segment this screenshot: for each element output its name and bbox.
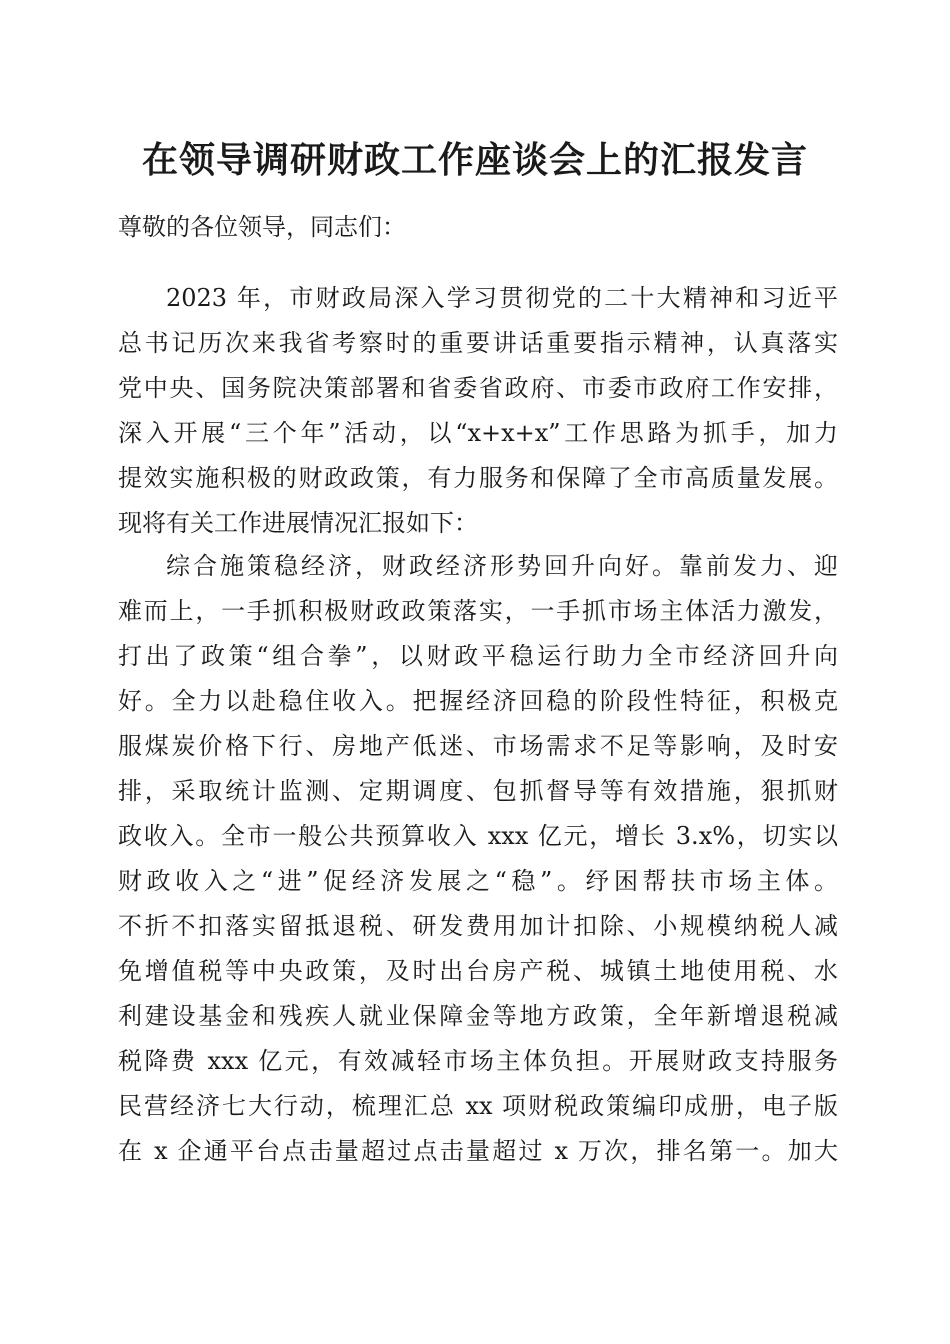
paragraph-line: 排，采取统计监测、定期调度、包抓督导等有效措施，狠抓财 (118, 777, 838, 805)
paragraph-line: 利建设基金和残疾人就业保障金等地方政策，全年新增退税减 (118, 1002, 838, 1030)
paragraph-line: 难而上，一手抓积极财政政策落实，一手抓市场主体活力激发， (118, 597, 838, 625)
salutation: 尊敬的各位领导，同志们： (118, 213, 406, 241)
document-title: 在领导调研财政工作座谈会上的汇报发言 (141, 139, 808, 181)
paragraph-line: 现将有关工作进展情况汇报如下： (118, 509, 478, 537)
paragraph-line: 总书记历次来我省考察时的重要讲话重要指示精神，认真落实 (118, 329, 838, 357)
paragraph-line: 打出了政策“组合拳”，以财政平稳运行助力全市经济回升向 (118, 642, 838, 670)
paragraph-line: 税降费 xxx 亿元，有效减轻市场主体负担。开展财政支持服务 (118, 1047, 838, 1075)
paragraph-line: 政收入。全市一般公共预算收入 xxx 亿元，增长 3.x%，切实以 (118, 822, 838, 850)
paragraph-line: 提效实施积极的财政政策，有力服务和保障了全市高质量发展。 (118, 464, 838, 492)
paragraph-line: 党中央、国务院决策部署和省委省政府、市委市政府工作安排， (118, 374, 838, 402)
paragraph-line: 2023 年，市财政局深入学习贯彻党的二十大精神和习近平 (166, 284, 838, 312)
paragraph-line: 民营经济七大行动，梳理汇总 xx 项财税政策编印成册，电子版 (118, 1092, 838, 1120)
paragraph-line: 在 x 企通平台点击量超过点击量超过 x 万次，排名第一。加大 (118, 1137, 838, 1165)
paragraph-line: 深入开展“三个年”活动，以“x+x+x”工作思路为抓手，加力 (118, 419, 838, 447)
paragraph-line: 服煤炭价格下行、房地产低迷、市场需求不足等影响，及时安 (118, 732, 838, 760)
paragraph-line: 综合施策稳经济，财政经济形势回升向好。靠前发力、迎 (166, 552, 838, 580)
paragraph-line: 好。全力以赴稳住收入。把握经济回稳的阶段性特征，积极克 (118, 687, 838, 715)
paragraph-line: 免增值税等中央政策，及时出台房产税、城镇土地使用税、水 (118, 957, 838, 985)
paragraph-line: 财政收入之“进”促经济发展之“稳”。纾困帮扶市场主体。 (118, 867, 838, 895)
paragraph-line: 不折不扣落实留抵退税、研发费用加计扣除、小规模纳税人减 (118, 912, 838, 940)
